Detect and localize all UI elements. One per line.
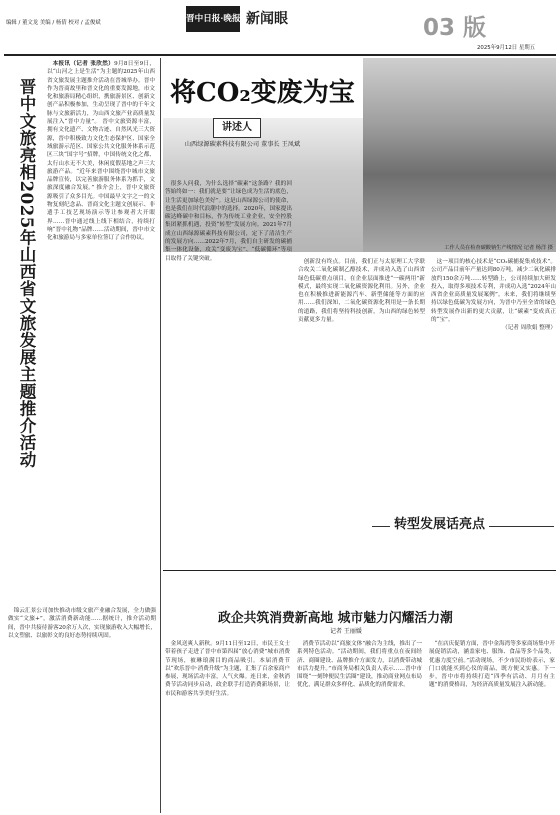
- bottom-column-3-text: “在店庆促销方面，晋中金海湾等多家商场集中开展促销活动，涵盖家电、服饰、食品等多个品类，优惠力度空前。”活动现场，不少市民纷纷表示，家门口就能买到心仪的商品，既方便又实惠。下一步，晋中市将持续打造“四季有活动、月月有主题”的消费格局，为经济高质量发展注入新动能。: [429, 641, 555, 689]
- feature-column-3: [431, 258, 556, 506]
- section-name: 新闻眼: [246, 11, 288, 27]
- editor-credits: 编辑 / 董文龙 美编 / 杨倩 校对 / 孟俊斌: [6, 20, 101, 26]
- bottom-story-byline: 记者 王丽媛: [330, 628, 362, 635]
- feature-column-1-text: 很多人问我，为什么选择“碳素”这条路？我的回答始终如一：我们就是要“让绿色成为生活的底色，让生活更加绿色美好”。这是山西绿源公司的使命，也是我们在时代浪潮中的选择。2020年，国家提出碳达峰碳中和目标，作为传统工业企业，安全控股集团紧抓机遇，投资“转型”发展方向。2021年7月成立山西绿源碳素科技有限公司，定下了清洁生产的发展方向……2022年7月，我们自主研发的碳捕集一体化设备，攻关“变废为宝”、“低碳循环”等项目取得了关键突破。: [165, 181, 292, 262]
- photo-caption: 工作人员在检查碳酸钠生产线情况 记者 杨洋 摄: [444, 245, 553, 251]
- feature-column-3-text: 这一项目的核心技术是“CO₂碳捕捉集成技术”。公司产品目前年产量达到80万吨，减少二氧化碳排放约150余万吨……转型路上，公司持续加大研发投入，取得多项技术专利，并成功入选“2024年山西省企业高质量发展案例”。未来，我们将继续坚持以绿色低碳为发展方向，为晋中乃至全省的绿色转型发展作出新的更大贡献，让“碳素”变成真正的“宝”。: [431, 259, 556, 324]
- issue-date: 2025年9月12日 星期五: [477, 45, 536, 51]
- bottom-column-1-text: 金风送爽人新秋。9月11日至12日，市民王女士带着孩子走进了晋中市第四届“放心消费”城市消费节现场，被琳琅满目的商品吸引。本届消费节以“欢乐晋中·消费升级”为主题，汇集了百余家商户参展，现场活动丰富，人气火爆。连日来，金秋消费节活动同步启动，政企联手打造消费新场景，让市民和游客共享美好生活。: [165, 641, 290, 697]
- header-rule: [4, 54, 556, 56]
- left-story-text: 9月8日至9日，以“山河之上是生活”为主题的2025年山西省文旅发展主题推介活动在晋城举办。晋中作为晋商故里和晋文化的重要发源地，市文化和旅游局精心组织，携旅游景区、创新文创产品积极参加，生动呈现了晋中的千年文脉与文旅新活力，为山西文旅产业高质量发展注入“晋中力量”。 晋中文旅资源丰富，拥有文化遗产、文物古迹、自然风光三大资源，晋中积极致力文化生态保护区、国家全域旅游示范区、国家公共文化服务体系示范区三块“国字号”招牌，中国传统文化之都、太行山水无不大美，休闲度假基地之声三大旅游产品。“近年来晋中围绕晋中城市文旅品牌宣传，以完善旅游服务体系为抓手，文旅深度融合发展。” 推介会上，晋中文旅资源吸引了众多目光。中国最早文字之一的文物复刻纪念品、晋商文化主题文创展示、非遗手工技艺现场演示等让参观者大开眼界……晋中通过线上线下相结合，持续打响“晋中礼物”品牌……活动期间，晋中市文化和旅游局与多家单位签订了合作协议。: [47, 61, 155, 242]
- feature-title: 将CO₂变废为宝: [170, 78, 355, 108]
- feature-bottom-rule: [163, 570, 556, 571]
- left-story-continued-text: 锦云汇景公司加快推动市级文旅产业融合发展，全力做强做实“文旅+”，激活消费新动能……据统计，推介活动期间，晋中共接待游客20余万人次，实现旅游收入大幅增长，以文塑旅、以旅彰文的良好态势持续巩固。: [8, 608, 156, 639]
- bottom-column-2-text: 消费节活动以“商旅文体”融合为主线，推出了一系列特色活动。“活动期间，我们将重点在夜间经济、商圈建设、品牌推介方面发力，以消费带动城市活力提升。”市商务局相关负责人表示……晋中市围绕“一刻钟便民生活圈”建设，推动商业网点布局优化，满足群众多样化、品质化的消费需求。: [297, 641, 422, 689]
- column-divider: [160, 58, 161, 813]
- banner-text: 转型发展话亮点: [390, 513, 489, 532]
- left-story-byline: 本报讯（记者 张欣然）: [52, 61, 115, 67]
- left-story-headline: 晋中文旅亮相2025年山西省文旅发展主题推介活动: [17, 78, 37, 469]
- narrator-name: 山西绿源碳素科技有限公司 董事长 王凤斌: [184, 141, 301, 148]
- bottom-story-headline: 政企共筑消费新高地 城市魅力闪耀活力潮: [218, 611, 453, 626]
- feature-column-1: [165, 180, 292, 565]
- narrator-tag: [213, 118, 261, 138]
- masthead-logo: [186, 6, 250, 32]
- narrator-tag-text: 讲述人: [222, 122, 252, 133]
- bottom-column-1: [165, 640, 290, 810]
- left-story-body: [47, 60, 155, 600]
- section-banner: [372, 513, 554, 533]
- page-number: 03 版: [423, 15, 487, 41]
- bottom-column-2: [297, 640, 422, 810]
- feature-photo-right: [363, 58, 556, 252]
- bottom-column-3: [429, 640, 555, 810]
- feature-signoff: （记者 周欣娟 整理）: [502, 325, 556, 332]
- masthead-text: 晋中日报·晚报版: [186, 14, 250, 24]
- left-story-continued: [8, 607, 156, 812]
- feature-column-2-text: 创新没有终点。目前，我们正与太原理工大学联合攻关二氧化碳制乙醇技术，并成功入选了山西省绿色低碳重点项目，在企业层面推进“一碳两用”新模式，最终实现二氧化碳资源化利用。另外，企业也在积极推进新能源汽车、新型储能等方面的应用……我们深知，二氧化碳资源化利用是一条长期的道路，我们将坚持科技创新，为山西的绿色转型贡献更多力量。: [298, 259, 425, 324]
